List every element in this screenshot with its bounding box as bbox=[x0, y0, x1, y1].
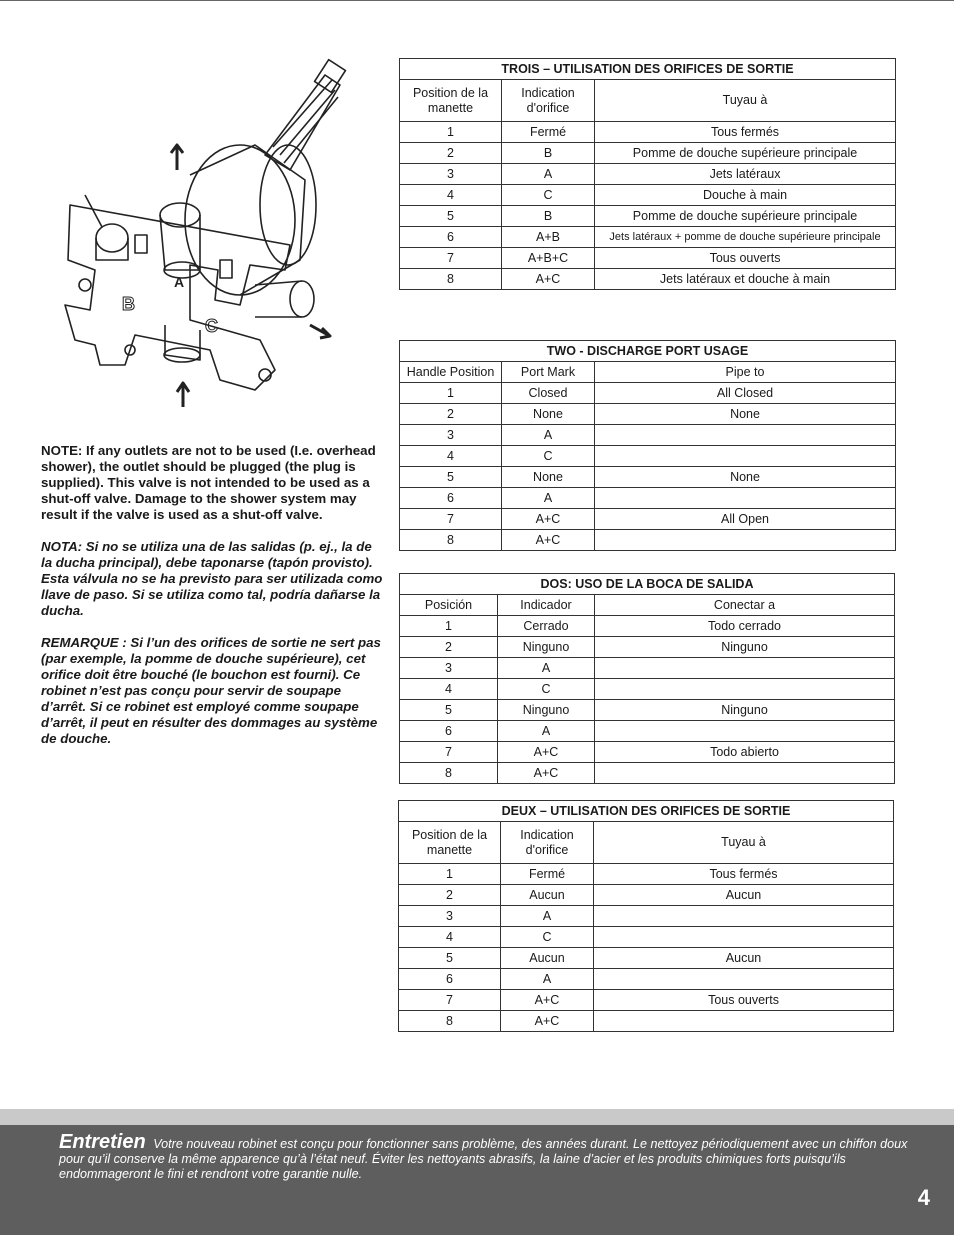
table-deux bbox=[398, 800, 894, 1032]
warning-notes bbox=[41, 443, 386, 763]
column-header: Indication d'orifice bbox=[501, 822, 594, 864]
cell: None bbox=[502, 467, 595, 488]
table-row bbox=[399, 948, 894, 969]
table-row bbox=[399, 969, 894, 990]
column-header: Tuyau à bbox=[595, 80, 896, 122]
table-row bbox=[400, 509, 896, 530]
cell bbox=[595, 488, 896, 509]
cell: Ninguno bbox=[498, 637, 595, 658]
cell: Aucun bbox=[501, 948, 594, 969]
cell: Aucun bbox=[501, 885, 594, 906]
table-dos bbox=[399, 573, 895, 784]
cell: 6 bbox=[400, 721, 498, 742]
cell: Fermé bbox=[501, 864, 594, 885]
table-row bbox=[400, 700, 895, 721]
cell: 2 bbox=[400, 143, 502, 164]
cell: 3 bbox=[400, 425, 502, 446]
column-header: Indicador bbox=[498, 595, 595, 616]
cell: 8 bbox=[400, 530, 502, 551]
cell: 4 bbox=[400, 185, 502, 206]
cell: Tous ouverts bbox=[595, 248, 896, 269]
port-label-a: A bbox=[174, 274, 185, 290]
cell: 2 bbox=[400, 404, 502, 425]
cell: B bbox=[502, 143, 595, 164]
cell: 7 bbox=[399, 990, 501, 1011]
table-row bbox=[400, 143, 896, 164]
column-header: Tuyau à bbox=[594, 822, 894, 864]
maintenance-section bbox=[59, 1131, 909, 1182]
cell: Jets latéraux et douche à main bbox=[595, 269, 896, 290]
cell: A+C bbox=[501, 990, 594, 1011]
top-rule bbox=[0, 0, 954, 1]
cell: A+B+C bbox=[502, 248, 595, 269]
table-row bbox=[400, 248, 896, 269]
cell: 4 bbox=[399, 927, 501, 948]
table-row bbox=[400, 383, 896, 404]
cell: 3 bbox=[400, 658, 498, 679]
table-two bbox=[399, 340, 896, 551]
cell bbox=[595, 425, 896, 446]
table-trois bbox=[399, 58, 896, 290]
column-header: Conectar a bbox=[595, 595, 895, 616]
cell: 1 bbox=[399, 864, 501, 885]
cell: A bbox=[501, 906, 594, 927]
table-row bbox=[400, 742, 895, 763]
table-row bbox=[400, 446, 896, 467]
cell: Tous fermés bbox=[594, 864, 894, 885]
cell: 2 bbox=[400, 637, 498, 658]
table-row bbox=[399, 885, 894, 906]
table-title: TWO - DISCHARGE PORT USAGE bbox=[400, 341, 896, 362]
table-row bbox=[400, 530, 896, 551]
cell: 4 bbox=[400, 446, 502, 467]
cell: All Open bbox=[595, 509, 896, 530]
cell: Cerrado bbox=[498, 616, 595, 637]
table-row bbox=[399, 927, 894, 948]
table-row bbox=[400, 269, 896, 290]
cell: Todo cerrado bbox=[595, 616, 895, 637]
note-french: REMARQUE : Si l’un des orifices de sortie ne sert pas (par exemple, la pomme de douche supérieure), cet orifice doit être bouché (le bouchon est fourni). Ce robinet n’est pas conçu pour servir de soupape d’arrêt. Si ce robinet est employé comme soupape d’arrêt, il peut en résulter des dommages au système de douche. bbox=[41, 635, 381, 746]
table-row bbox=[400, 763, 895, 784]
cell: 8 bbox=[399, 1011, 501, 1032]
cell: Jets latéraux + pomme de douche supérieure principale bbox=[595, 227, 896, 248]
table-title: TROIS – UTILISATION DES ORIFICES DE SORTIE bbox=[400, 59, 896, 80]
cell: All Closed bbox=[595, 383, 896, 404]
cell: A bbox=[498, 721, 595, 742]
cell: 2 bbox=[399, 885, 501, 906]
cell: None bbox=[595, 467, 896, 488]
table-title: DOS: USO DE LA BOCA DE SALIDA bbox=[400, 574, 895, 595]
cell bbox=[595, 446, 896, 467]
table-row bbox=[400, 122, 896, 143]
column-header: Handle Position bbox=[400, 362, 502, 383]
cell: 1 bbox=[400, 616, 498, 637]
cell: Todo abierto bbox=[595, 742, 895, 763]
column-header: Port Mark bbox=[502, 362, 595, 383]
cell: 5 bbox=[400, 700, 498, 721]
maintenance-body: Votre nouveau robinet est conçu pour fonctionner sans problème, des années durant. Le nettoyez périodiquement avec un chiffon doux pour qu’il conserve la même apparence qu’à l’état neuf. Éviter les nettoyants abrasifs, la laine d’acier et les produits chimiques forts puisqu’ils endommageront le fini et rendront votre garantie nulle. bbox=[59, 1137, 908, 1181]
cell: Tous fermés bbox=[595, 122, 896, 143]
cell: Douche à main bbox=[595, 185, 896, 206]
valve-illustration bbox=[40, 55, 370, 415]
cell: 8 bbox=[400, 269, 502, 290]
table-row bbox=[400, 164, 896, 185]
cell: Fermé bbox=[502, 122, 595, 143]
cell: C bbox=[498, 679, 595, 700]
note-english: NOTE: If any outlets are not to be used (I.e. overhead shower), the outlet should be plugged (the plug is supplied). This valve is not intended to be used as a shut-off valve. Damage to the shower system may result if the valve is used as a shut-off valve. bbox=[41, 443, 376, 522]
cell: Aucun bbox=[594, 885, 894, 906]
column-header: Indication d'orifice bbox=[502, 80, 595, 122]
cell: 5 bbox=[400, 467, 502, 488]
table-row bbox=[400, 679, 895, 700]
cell bbox=[594, 969, 894, 990]
column-header: Pipe to bbox=[595, 362, 896, 383]
maintenance-title: Entretien bbox=[59, 1131, 146, 1153]
footer-band-light bbox=[0, 1109, 954, 1125]
cell: Tous ouverts bbox=[594, 990, 894, 1011]
cell: A+C bbox=[498, 742, 595, 763]
cell: C bbox=[501, 927, 594, 948]
cell: A+C bbox=[501, 1011, 594, 1032]
table-row bbox=[400, 467, 896, 488]
table-row bbox=[399, 1011, 894, 1032]
cell: A bbox=[498, 658, 595, 679]
cell: 4 bbox=[400, 679, 498, 700]
cell: Jets latéraux bbox=[595, 164, 896, 185]
cell: 1 bbox=[400, 122, 502, 143]
table-row bbox=[400, 227, 896, 248]
cell: A+C bbox=[498, 763, 595, 784]
table-row bbox=[400, 637, 895, 658]
cell: C bbox=[502, 446, 595, 467]
table-row bbox=[400, 658, 895, 679]
cell: None bbox=[595, 404, 896, 425]
cell: 6 bbox=[399, 969, 501, 990]
cell: Ninguno bbox=[595, 700, 895, 721]
table-row bbox=[400, 721, 895, 742]
cell bbox=[594, 906, 894, 927]
cell: Pomme de douche supérieure principale bbox=[595, 206, 896, 227]
footer-band bbox=[0, 1125, 954, 1235]
table-row bbox=[399, 906, 894, 927]
cell bbox=[594, 927, 894, 948]
port-label-c: C bbox=[205, 316, 218, 336]
cell: 8 bbox=[400, 763, 498, 784]
column-header: Posición bbox=[400, 595, 498, 616]
cell bbox=[595, 679, 895, 700]
table-row bbox=[399, 990, 894, 1011]
cell: 7 bbox=[400, 742, 498, 763]
cell: B bbox=[502, 206, 595, 227]
table-row bbox=[400, 488, 896, 509]
cell: Pomme de douche supérieure principale bbox=[595, 143, 896, 164]
cell: 7 bbox=[400, 248, 502, 269]
cell: A+C bbox=[502, 269, 595, 290]
cell: 3 bbox=[399, 906, 501, 927]
table-title: DEUX – UTILISATION DES ORIFICES DE SORTIE bbox=[399, 801, 894, 822]
cell: Aucun bbox=[594, 948, 894, 969]
cell bbox=[594, 1011, 894, 1032]
note-spanish: NOTA: Si no se utiliza una de las salidas (p. ej., la de la ducha principal), debe taponarse (tapón provisto). Esta válvula no se ha previsto para ser utilizada como llave de paso. Si se utiliza como tal, podría dañarse la ducha. bbox=[41, 539, 383, 618]
cell bbox=[595, 658, 895, 679]
cell: C bbox=[502, 185, 595, 206]
page-number: 4 bbox=[917, 1185, 930, 1210]
cell: A bbox=[502, 425, 595, 446]
cell: A+C bbox=[502, 530, 595, 551]
cell: A+B bbox=[502, 227, 595, 248]
cell: 5 bbox=[399, 948, 501, 969]
cell: Closed bbox=[502, 383, 595, 404]
cell: 7 bbox=[400, 509, 502, 530]
cell: Ninguno bbox=[498, 700, 595, 721]
cell: 6 bbox=[400, 227, 502, 248]
table-row bbox=[400, 206, 896, 227]
cell: None bbox=[502, 404, 595, 425]
table-row bbox=[400, 616, 895, 637]
cell: 6 bbox=[400, 488, 502, 509]
cell bbox=[595, 721, 895, 742]
column-header: Position de la manette bbox=[399, 822, 501, 864]
cell: 1 bbox=[400, 383, 502, 404]
cell: A bbox=[502, 488, 595, 509]
cell: Ninguno bbox=[595, 637, 895, 658]
cell bbox=[595, 763, 895, 784]
port-label-b: B bbox=[122, 294, 135, 314]
table-row bbox=[400, 185, 896, 206]
cell bbox=[595, 530, 896, 551]
cell: A bbox=[502, 164, 595, 185]
table-row bbox=[400, 425, 896, 446]
column-header: Position de la manette bbox=[400, 80, 502, 122]
cell: 3 bbox=[400, 164, 502, 185]
cell: 5 bbox=[400, 206, 502, 227]
table-row bbox=[399, 864, 894, 885]
cell: A bbox=[501, 969, 594, 990]
cell: A+C bbox=[502, 509, 595, 530]
table-row bbox=[400, 404, 896, 425]
